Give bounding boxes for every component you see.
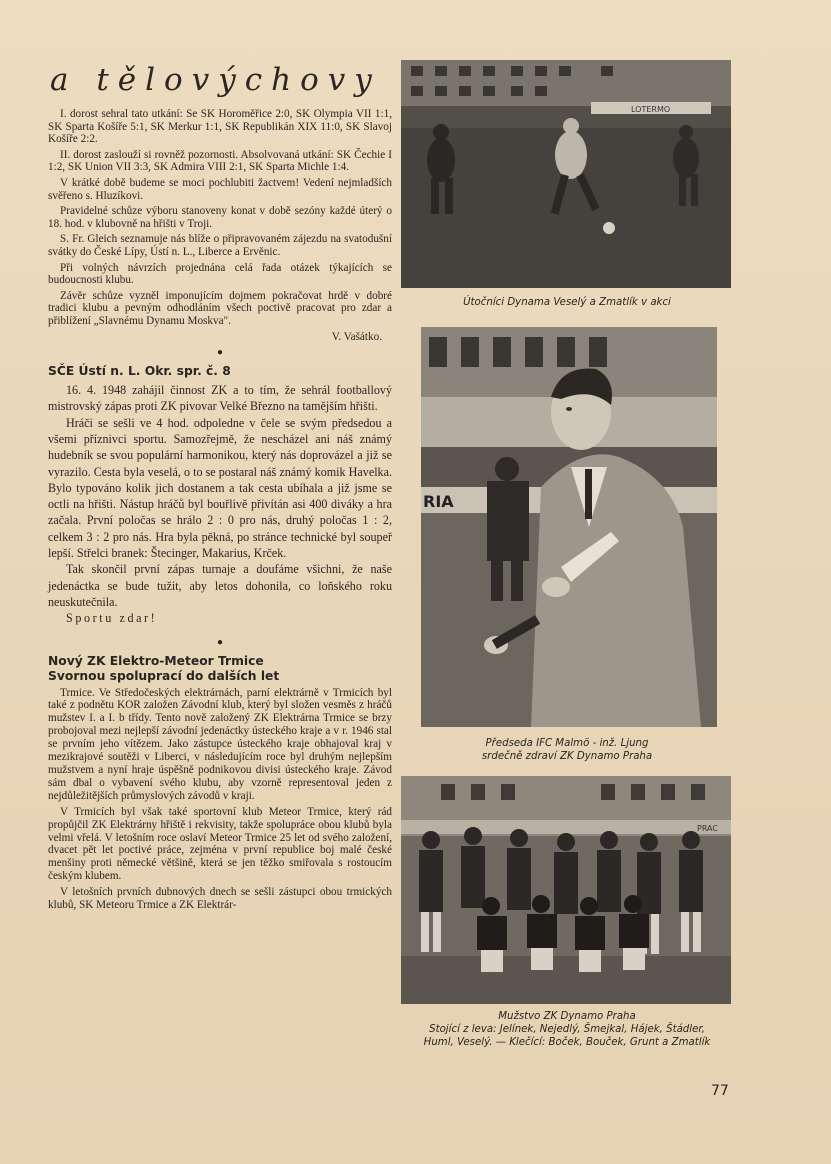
stadium-sign: PRAC (697, 824, 718, 833)
photo-caption-line1: Předseda IFC Malmö - inž. Ljung (485, 738, 649, 749)
paragraph: V krátké době budeme se moci pochlubiti žactvem! Vedení nejmladších svěřeno s. Hluzíkovi. (48, 176, 392, 202)
signature-line (48, 331, 392, 344)
photo-caption-kneeling: Huml, Veselý. — Klečící: Boček, Bouček, Grunt a Zmatlík (423, 1037, 711, 1048)
closing-greeting: Sportu zdar! (66, 611, 158, 626)
photo-malmo-chairman (421, 327, 717, 727)
paragraph: S. Fr. Gleich seznamuje nás blíže o připravovaném zájezdu na svatodušní svátky do České Lípy, Ústí n. L., Liberce a Ervěnic. (48, 233, 392, 258)
photo-caption-standing: Stojící z leva: Jelínek, Nejedlý, Šmejkal, Hájek, Štádler, (429, 1024, 705, 1035)
separator-bullet: ● (216, 636, 224, 648)
article-elektro-meteor (48, 654, 392, 912)
paragraph-closing: Závěr schůze vyzněl imponujícím dojmem pokračovat hrdě v dobré tradici klubu a pevným odhodláním všech poctivě pracovat pro zdar a přiblížení „Slavnému Dynamu Moskva". (48, 289, 392, 327)
page-headline: a tělovýchovy (50, 62, 381, 98)
right-column (401, 60, 733, 1049)
article-subtitle: Svornou spoluprací do dalších let (48, 668, 280, 683)
paragraph: Tak skončil první zápas turnaje a doufáme všichni, že naše jedenáctka se bude tužit, aby letos dohonila, co loňského roku neuskutečnila. (48, 562, 392, 609)
paragraph: V letošních prvních dubnových dnech se sešli zástupci obou trmických klubů, SK Meteoru Trmice a ZK Elektrár- (48, 886, 392, 912)
left-column (48, 62, 392, 915)
paragraph: Hráči se sešli ve 4 hod. odpoledne v čele se svým předsedou a všemi příznivci sportu. Samozřejmě, že nescházel ani náš známý hudebník se svou populární harmonikou, který nás doprovázel a již se vyrazilo. Cesta byla veselá, o to se postaral náš známý komik Havelka. Bylo typováno kolik jich dostanem a tak cesta ubíhala a již jsme se octli na hřišti. Nástup hráčů byl bouřlivě přivítán asi 400 diváky a hra začala. První poločas se hrálo 2 : 0 pro nás, druhý poločas 1 : 2, celkem 3 : 2 pro nás. Hra byla pěkná, po stránce technické byl soupeř lepší. Střelci branek: Štecinger, Makarius, Krček. (48, 415, 392, 561)
article-title: SČE Ústí n. L. Okr. spr. č. 8 (48, 364, 231, 379)
page-number: 77 (711, 1083, 729, 1099)
paragraph: 16. 4. 1948 zahájil činnost ZK a to tím, že sehrál footballový mistrovský zápas proti ZK pivovar Velké Březno na tamějším hřišti. (48, 383, 392, 414)
article-title: Nový ZK Elektro-Meteor Trmice (48, 653, 264, 668)
photo-caption-line2: srdečně zdraví ZK Dynamo Praha (481, 751, 653, 762)
paragraph: Pravidelné schůze výboru stanoveny konat v době sezóny každé úterý o 18. hod. v klubovně na hřišti v Troji. (48, 205, 392, 230)
paragraph: Při volných návrzích projednána celá řada otázek týkajících se budoucnosti klubu. (48, 261, 392, 287)
paragraph: Trmice. Ve Středočeských elektrárnách, parní elektrárně v Trmicích byl také z podnětu KOR založen Závodní klub, který byl složen vesměs z hráčů mužstev I. a I. b třídy. Tento nově založený ZK Elektrárna Trmice se brzy probojoval mezi nejlepší závodní jedenáctky ústeckého kraje a v r. 1946 stal se prvním jeho vítězem. Jako zástupce ústeckého kraje obhajoval kraj v mezikrajové soutěži v Liberci, v následujícím roce byl druhým nejlepším mužstvem a nyní hraje úspěšně podnikovou divisi ústeckého kraje. Závod sám dbal o vybavení svého klubu, aby vzorně representoval jeden z nejdůležitějších průmyslových závodů v kraji. (48, 686, 392, 802)
paragraph: I. dorost sehral tato utkání: Se SK Horoměřice 2:0, SK Olympia VII 1:1, SK Sparta Košíře 5:1, SK Merkur 1:1, SK Republikán XIX 11:0, SK Slavoj Košíře 2:2. (48, 108, 392, 146)
photo-team-dynamo-praha (401, 776, 731, 1004)
separator-bullet: ● (216, 347, 224, 359)
banner-text: RIA (423, 492, 454, 511)
paragraph: V Trmicích byl však také sportovní klub Meteor Trmice, který rád propůjčil ZK Elektrárny hřiště i rekvisity, takže spolupráce obou klubů byla velmi vřelá. V letošním roce oslaví Meteor Trmice 25 let od svého založení, dvacet pět let poctivé práce, zejména v první republice boj malé české menšiny proti německé většině, která se jen těžko smiřovala s rostoucím českým klubem. (48, 805, 392, 883)
author-signature: V. Vašátko. (331, 330, 382, 343)
photo-caption-title: Mužstvo ZK Dynamo Praha (498, 1011, 636, 1022)
paragraph: II. dorost zaslouží si rovněž pozornosti. Absolvovaná utkání: SK Čechie I 1:2, SK Union VII 3:3, SK Admira VIII 2:1, SK Sparta Michle 1:4. (48, 148, 392, 174)
stadium-ad-sign: LOTERMO (631, 105, 671, 114)
photo-caption: Útočníci Dynama Veselý a Zmatlík v akci (463, 297, 671, 308)
photo-football-action (401, 60, 731, 288)
article-club-report (48, 108, 392, 343)
article-sce-usti (48, 364, 392, 626)
